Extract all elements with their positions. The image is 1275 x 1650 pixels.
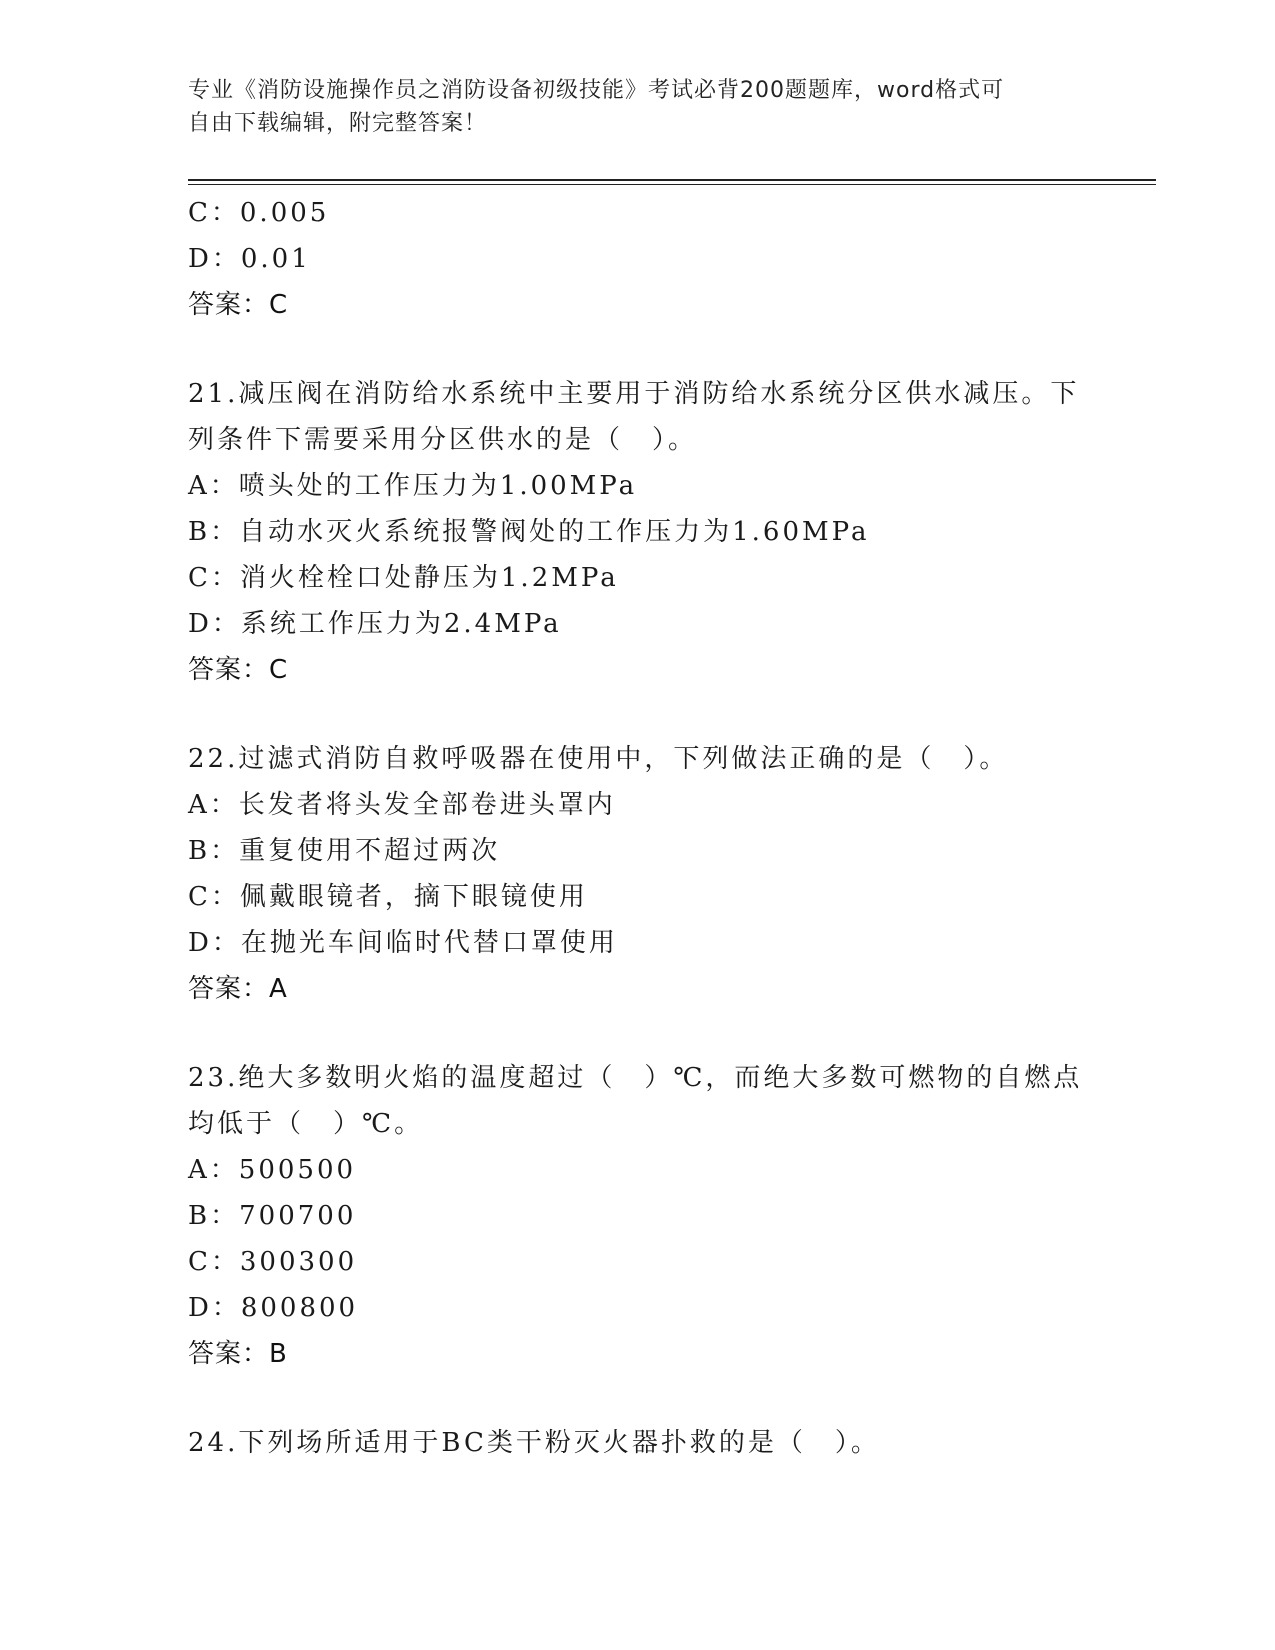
spacer [188, 693, 1088, 736]
option-b: B：700700 [188, 1201, 357, 1231]
option-d: D：在抛光车间临时代替口罩使用 [188, 928, 618, 958]
option-d: D：800800 [188, 1293, 359, 1323]
header-divider-thin [188, 184, 1156, 185]
option-c: C：0.005 [188, 198, 330, 228]
question-23 [188, 1055, 1088, 1377]
spacer [188, 1377, 1088, 1420]
question-stem-line: 均低于（ ）℃。 [188, 1109, 424, 1139]
option-c: C：佩戴眼镜者，摘下眼镜使用 [188, 882, 588, 912]
option-a: A：喷头处的工作压力为1.00MPa [188, 471, 638, 501]
question-stem-line: 21.减压阀在消防给水系统中主要用于消防给水系统分区供水减压。下 [188, 379, 1080, 409]
question-stem-line: 列条件下需要采用分区供水的是（ ）。 [188, 425, 698, 455]
answer-line: 答案：C [188, 655, 289, 685]
question-body [188, 190, 1088, 1466]
option-c: C：300300 [188, 1247, 358, 1277]
question-24 [188, 1420, 1088, 1466]
option-c: C：消火栓栓口处静压为1.2MPa [188, 563, 619, 593]
header-title-line-1: 专业《消防设施操作员之消防设备初级技能》考试必背200题题库，word格式可 [188, 78, 1005, 103]
spacer [188, 1012, 1088, 1055]
option-b: B：重复使用不超过两次 [188, 836, 501, 866]
option-a: A：长发者将头发全部卷进头罩内 [188, 790, 616, 820]
answer-line: 答案：C [188, 290, 289, 320]
header-divider-thick [188, 179, 1156, 181]
question-21 [188, 371, 1088, 693]
option-d: D：系统工作压力为2.4MPa [188, 609, 562, 639]
option-b: B：自动水灭火系统报警阀处的工作压力为1.60MPa [188, 517, 870, 547]
question-stem-line: 22.过滤式消防自救呼吸器在使用中，下列做法正确的是（ ）。 [188, 744, 1009, 774]
option-a: A：500500 [188, 1155, 357, 1185]
document-header [188, 74, 1068, 140]
question-22 [188, 736, 1088, 1012]
previous-question-tail [188, 190, 1088, 328]
header-title-line-2: 自由下载编辑，附完整答案！ [188, 111, 488, 136]
option-d: D：0.01 [188, 244, 311, 274]
spacer [188, 328, 1088, 371]
answer-line: 答案：B [188, 1339, 288, 1369]
answer-line: 答案：A [188, 974, 288, 1004]
question-stem-line: 23.绝大多数明火焰的温度超过（ ）℃，而绝大多数可燃物的自燃点 [188, 1063, 1083, 1093]
question-stem-line: 24.下列场所适用于BC类干粉灭火器扑救的是（ ）。 [188, 1428, 880, 1458]
